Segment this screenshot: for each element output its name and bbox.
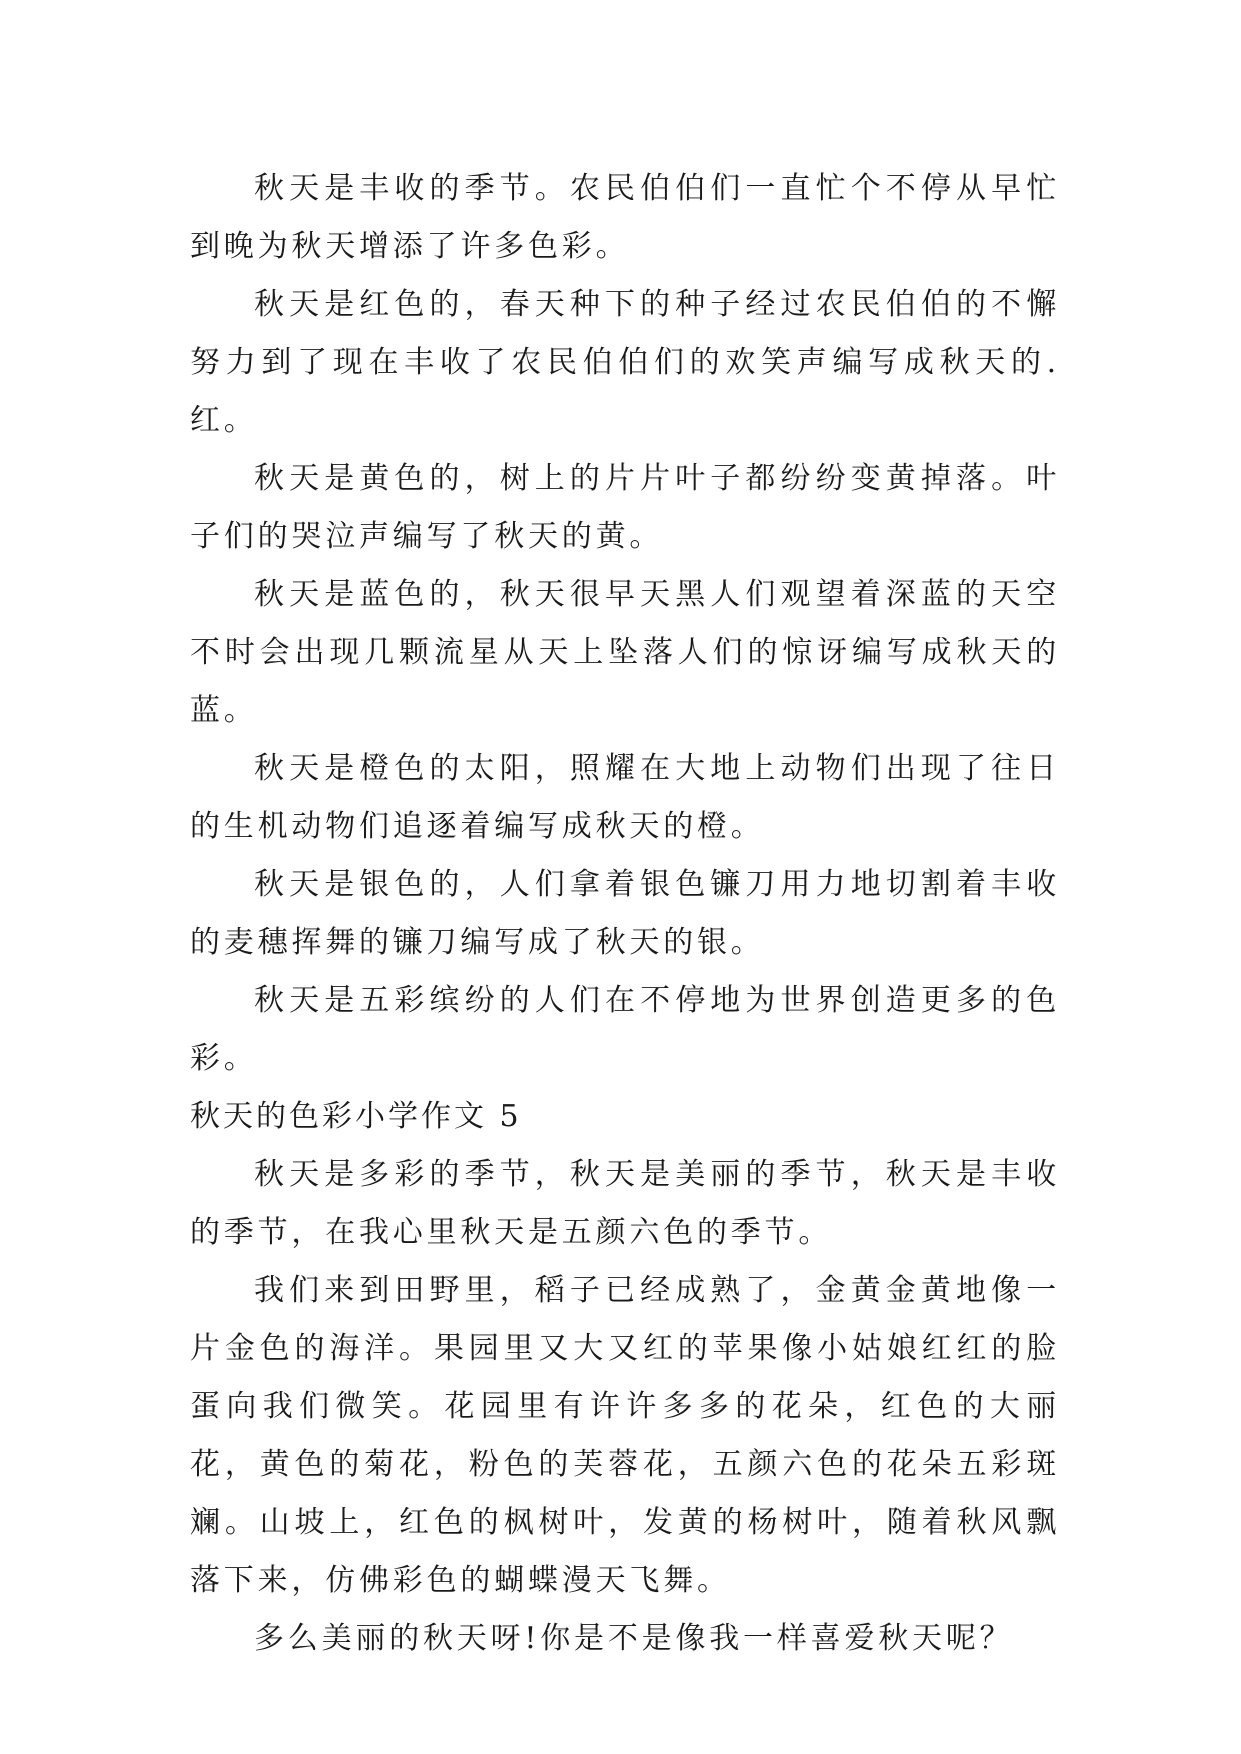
paragraph-harvest: 秋天是丰收的季节。农民伯伯们一直忙个不停从早忙到晚为秋天增添了许多色彩。	[190, 171, 1060, 264]
paragraph-silver: 秋天是银色的，人们拿着银色镰刀用力地切割着丰收的麦穗挥舞的镰刀编写成了秋天的银。	[190, 867, 1060, 960]
paragraph-colorful: 秋天是五彩缤纷的人们在不停地为世界创造更多的色彩。	[190, 983, 1060, 1076]
paragraph-fields: 我们来到田野里，稻子已经成熟了，金黄金黄地像一片金色的海洋。果园里又大又红的苹果像小姑娘红红的脸蛋向我们微笑。花园里有许许多多的花朵，红色的大丽花，黄色的菊花，粉色的芙蓉花，五颜六色的花朵五彩斑斓。山坡上，红色的枫树叶，发黄的杨树叶，随着秋风飘落下来，仿佛彩色的蝴蝶漫天飞舞。	[190, 1273, 1060, 1598]
paragraph-intro: 秋天是多彩的季节，秋天是美丽的季节，秋天是丰收的季节，在我心里秋天是五颜六色的季节。	[190, 1157, 1060, 1250]
paragraph-blue: 秋天是蓝色的，秋天很早天黑人们观望着深蓝的天空不时会出现几颗流星从天上坠落人们的惊讶编写成秋天的蓝。	[190, 577, 1060, 728]
paragraph-yellow: 秋天是黄色的，树上的片片叶子都纷纷变黄掉落。叶子们的哭泣声编写了秋天的黄。	[190, 461, 1060, 554]
essay-body	[190, 160, 1060, 1668]
paragraph-orange: 秋天是橙色的太阳，照耀在大地上动物们出现了往日的生机动物们追逐着编写成秋天的橙。	[190, 751, 1060, 844]
paragraph-closing: 多么美丽的秋天呀!你是不是像我一样喜爱秋天呢？	[254, 1621, 1014, 1656]
essay-heading: 秋天的色彩小学作文 5	[190, 1099, 522, 1134]
paragraph-red: 秋天是红色的，春天种下的种子经过农民伯伯的不懈努力到了现在丰收了农民伯伯们的欢笑声编写成秋天的.红。	[190, 287, 1060, 438]
